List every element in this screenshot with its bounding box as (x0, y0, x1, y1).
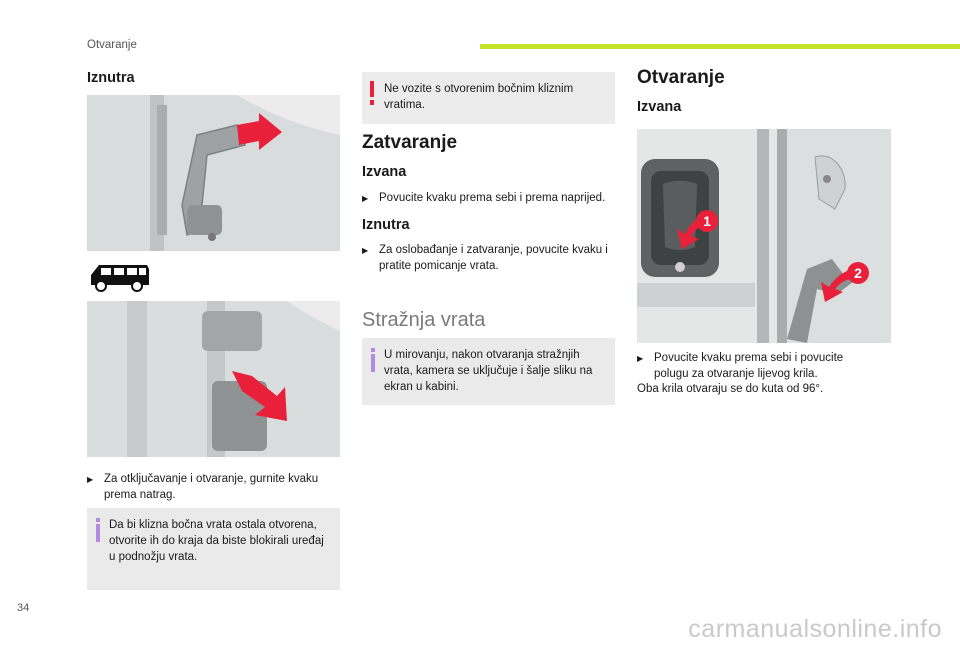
van-icon (87, 261, 151, 293)
closing-outside-heading: Izvana (362, 164, 407, 180)
page-number: 34 (17, 602, 30, 614)
callout-2-badge: 2 (847, 262, 869, 284)
info-icon (95, 518, 101, 542)
rear-handle-photo (637, 129, 891, 343)
callout-1-badge: 1 (696, 210, 718, 232)
foot-lock-illustration (87, 301, 340, 457)
bullet-arrow-icon: ▶ (637, 354, 644, 363)
warning-text: Ne vozite s otvorenim bočnim kliznim vratima. (384, 83, 574, 111)
opening-angle-text: Oba krila otvaraju se do kuta od 96°. (637, 383, 824, 395)
opening-bullet: ▶ Povucite kvaku prema sebi i povucite polugu za otvaranje lijevog krila. (637, 352, 844, 380)
bullet-arrow-icon: ▶ (87, 475, 94, 484)
foot-lock-photo (87, 301, 340, 457)
interior-handle-illustration (87, 95, 340, 251)
closing-inside-heading: Iznutra (362, 217, 410, 233)
opening-title: Otvaranje (637, 67, 725, 88)
left-bullet: ▶ Za otključavanje i otvaranje, gurnite kvaku prema natrag. (87, 473, 319, 501)
section-accent-bar (480, 44, 960, 49)
section-label: Otvaranje (87, 39, 137, 51)
closing-title: Zatvaranje (362, 132, 458, 153)
closing-inside-bullet: ▶ Za oslobađanje i zatvaranje, povucite kvaku i pratite pomicanje vrata. (362, 244, 608, 272)
left-info-note (87, 508, 340, 590)
rear-doors-info-note (362, 338, 615, 405)
left-heading: Iznutra (87, 70, 135, 86)
rear-handle-illustration (637, 129, 891, 343)
info-icon (370, 348, 376, 372)
bullet-arrow-icon: ▶ (362, 246, 369, 255)
rear-doors-note-text: U mirovanju, nakon otvaranja stražnjih vrata, kamera se uključuje i šalje sliku na ekran u kabini. (384, 349, 593, 393)
opening-outside-heading: Izvana (637, 99, 682, 115)
bullet-arrow-icon: ▶ (362, 194, 369, 203)
left-note-text: Da bi klizna bočna vrata ostala otvorena, otvorite ih do kraja da biste blokirali uređaj u podnožju vrata. (109, 519, 324, 563)
interior-handle-photo (87, 95, 340, 251)
watermark: carmanualsonline.info (688, 615, 942, 643)
warning-icon (369, 81, 375, 105)
closing-outside-bullet: ▶ Povucite kvaku prema sebi i prema naprijed. (362, 191, 622, 207)
warning-note (362, 72, 615, 124)
rear-doors-title: Stražnja vrata (362, 309, 486, 331)
